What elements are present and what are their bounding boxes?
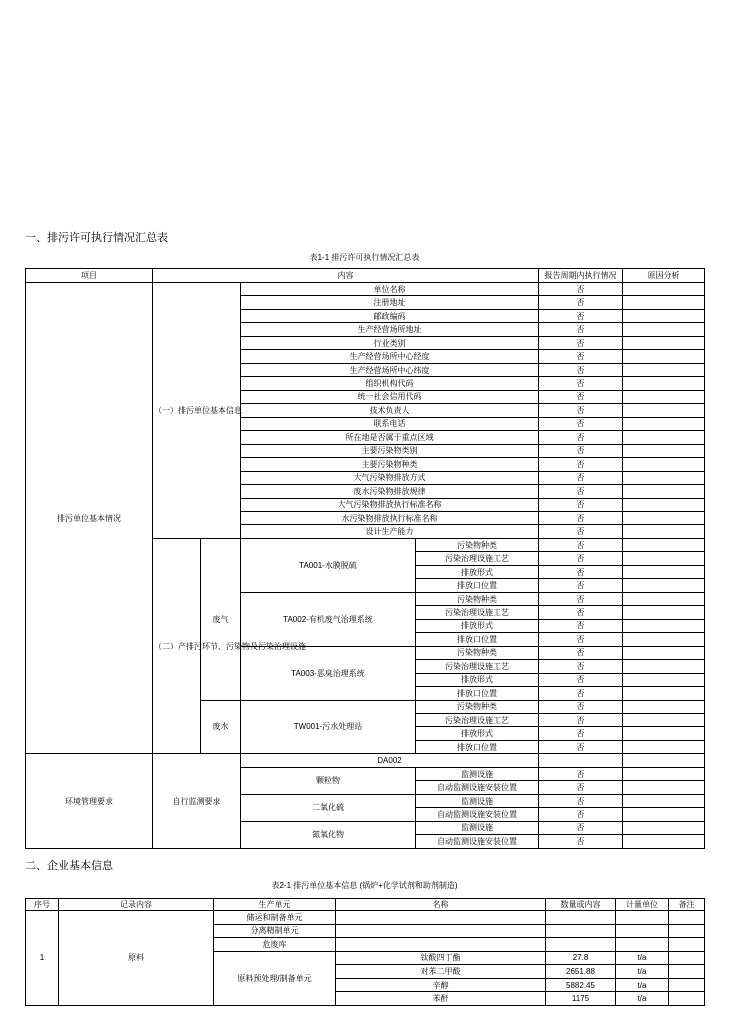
facility-name: TA001-水膜脱硫 <box>241 538 416 592</box>
reason-cell <box>623 458 705 471</box>
material-name: 辛醇 <box>336 978 546 992</box>
reason-cell <box>623 740 705 753</box>
basic-info-table <box>25 898 705 1006</box>
basic-info-item: 技术负责人 <box>241 404 539 417</box>
table-header-row <box>26 269 705 283</box>
row-number: 1 <box>26 911 59 1006</box>
status-cell: 否 <box>539 727 623 740</box>
reason-cell <box>623 431 705 444</box>
status-cell: 否 <box>539 485 623 498</box>
reason-cell <box>623 619 705 632</box>
basic-info-item: 单位名称 <box>241 283 539 296</box>
material-remark <box>669 911 705 925</box>
facility-item: 排放形式 <box>416 673 539 686</box>
status-cell: 否 <box>539 377 623 390</box>
table-row <box>26 911 705 925</box>
facility-name: TA003-恶臭治理系统 <box>241 646 416 700</box>
facility-item: 污染物种类 <box>416 700 539 713</box>
status-cell: 否 <box>539 498 623 511</box>
header-unit: 生产单元 <box>214 899 336 911</box>
facility-item: 污染物种类 <box>416 538 539 551</box>
permit-summary-body <box>26 283 705 849</box>
self-monitoring-label: 自行监测要求 <box>153 754 241 848</box>
status-cell: 否 <box>539 538 623 551</box>
status-cell: 否 <box>539 619 623 632</box>
production-unit: 危废库 <box>214 938 336 952</box>
status-cell: 否 <box>539 767 623 780</box>
facility-item: 排放形式 <box>416 565 539 578</box>
material-measure: t/a <box>616 951 669 965</box>
material-quantity <box>546 938 616 952</box>
reason-cell <box>623 592 705 605</box>
reason-cell <box>623 336 705 349</box>
reason-cell <box>623 511 705 524</box>
header-record: 记录内容 <box>59 899 214 911</box>
basic-info-item: 行业类别 <box>241 336 539 349</box>
basic-info-item: 主要污染物类别 <box>241 444 539 457</box>
header-no: 序号 <box>26 899 59 911</box>
header-remark: 备注 <box>669 899 705 911</box>
facility-item: 排放形式 <box>416 727 539 740</box>
status-cell: 否 <box>539 404 623 417</box>
reason-cell <box>623 296 705 309</box>
header-measure: 计量单位 <box>616 899 669 911</box>
material-name <box>336 924 546 938</box>
status-cell: 否 <box>539 835 623 848</box>
reason-cell <box>623 350 705 363</box>
reason-cell <box>623 377 705 390</box>
reason-cell <box>623 700 705 713</box>
section2-heading: 二、企业基本信息 <box>25 860 113 872</box>
basic-info-item: 生产经营场所中心经度 <box>241 350 539 363</box>
pollutant-name: 氮氧化物 <box>241 821 416 848</box>
reason-cell <box>623 283 705 296</box>
status-cell: 否 <box>539 336 623 349</box>
pollutant-name: 颗粒物 <box>241 767 416 794</box>
status-cell: 否 <box>539 283 623 296</box>
facility-item: 污染物种类 <box>416 592 539 605</box>
reason-cell <box>623 781 705 794</box>
reason-cell <box>623 673 705 686</box>
pollution-label: （二）产排污环节、污染物及污染治理设施 <box>153 538 201 754</box>
material-measure <box>616 911 669 925</box>
status-cell: 否 <box>539 511 623 524</box>
reason-cell <box>623 767 705 780</box>
section1-heading: 一、排污许可执行情况汇总表 <box>25 232 168 244</box>
basic-info-item: 大气污染物排放执行标准名称 <box>241 498 539 511</box>
status-cell: 否 <box>539 646 623 659</box>
reason-cell <box>623 565 705 578</box>
status-cell: 否 <box>539 633 623 646</box>
monitoring-item: 自动监测设施安装位置 <box>416 781 539 794</box>
reason-cell <box>623 485 705 498</box>
basic-info-item: 组织机构代码 <box>241 377 539 390</box>
status-cell <box>539 754 623 767</box>
table2-caption: 表2-1 排污单位基本信息 (锅炉+化学试剂和助剂制造) <box>271 881 458 890</box>
status-cell: 否 <box>539 471 623 484</box>
table-row <box>26 283 705 296</box>
permit-summary-table <box>25 268 705 849</box>
material-name <box>336 938 546 952</box>
monitoring-item: 监测设施 <box>416 821 539 834</box>
basic-info-item: 所在地是否属于重点区域 <box>241 431 539 444</box>
reason-cell <box>623 579 705 592</box>
status-cell: 否 <box>539 740 623 753</box>
header-name: 名称 <box>336 899 546 911</box>
material-measure: t/a <box>616 965 669 979</box>
table1-caption: 表1-1 排污许可执行情况汇总表 <box>309 253 420 262</box>
production-unit: 分离精制单元 <box>214 924 336 938</box>
status-cell: 否 <box>539 687 623 700</box>
basic-info-label: （一）排污单位基本信息 <box>153 283 241 539</box>
reason-cell <box>623 687 705 700</box>
reason-cell <box>623 363 705 376</box>
reason-cell <box>623 525 705 538</box>
status-cell: 否 <box>539 525 623 538</box>
reason-cell <box>623 646 705 659</box>
reason-cell <box>623 821 705 834</box>
reason-cell <box>623 417 705 430</box>
header-content: 内容 <box>153 269 539 283</box>
material-measure: t/a <box>616 992 669 1006</box>
basic-info-item: 水污染物排放执行标准名称 <box>241 511 539 524</box>
facility-item: 污染治理设施工艺 <box>416 606 539 619</box>
status-cell: 否 <box>539 660 623 673</box>
reason-cell <box>623 552 705 565</box>
monitoring-item: 监测设施 <box>416 767 539 780</box>
basic-info-item: 注册地址 <box>241 296 539 309</box>
monitoring-item: 自动监测设施安装位置 <box>416 808 539 821</box>
basic-info-item: 设计生产能力 <box>241 525 539 538</box>
reason-cell <box>623 471 705 484</box>
facility-item: 排放口位置 <box>416 633 539 646</box>
material-remark <box>669 978 705 992</box>
monitoring-item: 监测设施 <box>416 794 539 807</box>
production-unit: 原料预处理/制备单元 <box>214 951 336 1005</box>
status-cell: 否 <box>539 444 623 457</box>
facility-item: 污染物种类 <box>416 646 539 659</box>
header-status: 报告周期内执行情况 <box>539 269 623 283</box>
status-cell: 否 <box>539 714 623 727</box>
reason-cell <box>623 754 705 767</box>
monitoring-item: 自动监测设施安装位置 <box>416 835 539 848</box>
basic-info-item: 主要污染物种类 <box>241 458 539 471</box>
material-remark <box>669 924 705 938</box>
facility-item: 污染治理设施工艺 <box>416 660 539 673</box>
material-quantity: 1175 <box>546 992 616 1006</box>
basic-info-item: 生产经营场所中心纬度 <box>241 363 539 376</box>
management-label: 环境管理要求 <box>26 754 153 848</box>
reason-cell <box>623 835 705 848</box>
basic-info-item: 生产经营场所地址 <box>241 323 539 336</box>
material-quantity: 5882.45 <box>546 978 616 992</box>
status-cell: 否 <box>539 794 623 807</box>
basic-info-item: 废水污染物排放规律 <box>241 485 539 498</box>
category-label: 废水 <box>201 700 241 754</box>
material-quantity: 27.8 <box>546 951 616 965</box>
reason-cell <box>623 538 705 551</box>
reason-cell <box>623 404 705 417</box>
category-label: 废气 <box>201 538 241 700</box>
material-measure <box>616 938 669 952</box>
basic-info-item: 统一社会信用代码 <box>241 390 539 403</box>
facility-name: TA002-有机废气治理系统 <box>241 592 416 646</box>
reason-cell <box>623 794 705 807</box>
status-cell: 否 <box>539 673 623 686</box>
reason-cell <box>623 727 705 740</box>
status-cell: 否 <box>539 390 623 403</box>
material-name: 钛酸四丁酯 <box>336 951 546 965</box>
status-cell: 否 <box>539 579 623 592</box>
status-cell: 否 <box>539 296 623 309</box>
reason-cell <box>623 444 705 457</box>
material-remark <box>669 965 705 979</box>
status-cell: 否 <box>539 781 623 794</box>
basic-info-item: 大气污染物排放方式 <box>241 471 539 484</box>
reason-cell <box>623 390 705 403</box>
reason-cell <box>623 498 705 511</box>
production-unit: 储运和制备单元 <box>214 911 336 925</box>
status-cell: 否 <box>539 592 623 605</box>
material-quantity: 2651.88 <box>546 965 616 979</box>
status-cell: 否 <box>539 552 623 565</box>
outlet-id: DA002 <box>241 754 539 767</box>
facility-item: 污染治理设施工艺 <box>416 552 539 565</box>
material-measure <box>616 924 669 938</box>
status-cell: 否 <box>539 458 623 471</box>
reason-cell <box>623 808 705 821</box>
status-cell: 否 <box>539 350 623 363</box>
facility-item: 排放口位置 <box>416 579 539 592</box>
material-name <box>336 911 546 925</box>
basic-info-body <box>26 911 705 1006</box>
facility-item: 排放形式 <box>416 619 539 632</box>
table-row <box>26 754 705 767</box>
material-quantity <box>546 911 616 925</box>
status-cell: 否 <box>539 309 623 322</box>
status-cell: 否 <box>539 323 623 336</box>
record-content: 原料 <box>59 911 214 1006</box>
header-quantity: 数量或内容 <box>546 899 616 911</box>
material-name: 对苯二甲酸 <box>336 965 546 979</box>
status-cell: 否 <box>539 565 623 578</box>
reason-cell <box>623 633 705 646</box>
material-remark <box>669 951 705 965</box>
basic-info-item: 邮政编码 <box>241 309 539 322</box>
facility-item: 排放口位置 <box>416 740 539 753</box>
status-cell: 否 <box>539 821 623 834</box>
material-name: 苯酐 <box>336 992 546 1006</box>
basic-info-item: 联系电话 <box>241 417 539 430</box>
header-item: 项目 <box>26 269 153 283</box>
status-cell: 否 <box>539 363 623 376</box>
reason-cell <box>623 606 705 619</box>
basic-situation-label: 排污单位基本情况 <box>26 283 153 754</box>
material-remark <box>669 938 705 952</box>
table-header-row <box>26 899 705 911</box>
status-cell: 否 <box>539 606 623 619</box>
status-cell: 否 <box>539 417 623 430</box>
facility-item: 排放口位置 <box>416 687 539 700</box>
facility-item: 污染治理设施工艺 <box>416 714 539 727</box>
facility-name: TW001-污水处理站 <box>241 700 416 754</box>
status-cell: 否 <box>539 700 623 713</box>
reason-cell <box>623 309 705 322</box>
status-cell: 否 <box>539 808 623 821</box>
reason-cell <box>623 714 705 727</box>
reason-cell <box>623 323 705 336</box>
pollutant-name: 二氧化硫 <box>241 794 416 821</box>
reason-cell <box>623 660 705 673</box>
status-cell: 否 <box>539 431 623 444</box>
header-reason: 原因分析 <box>623 269 705 283</box>
material-measure: t/a <box>616 978 669 992</box>
material-remark <box>669 992 705 1006</box>
material-quantity <box>546 924 616 938</box>
